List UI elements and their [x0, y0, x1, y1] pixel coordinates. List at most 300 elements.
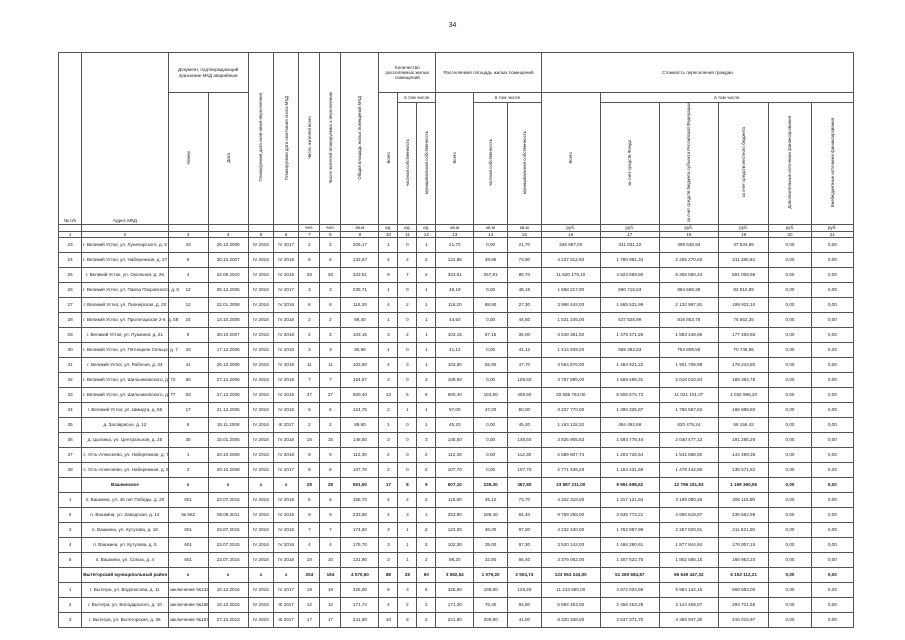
people-count-cell: 6: [299, 402, 320, 417]
row-number-cell: 25: [59, 267, 82, 282]
cost-total-cell: 5 984 453,00: [541, 597, 600, 612]
people-count-cell: 8: [299, 252, 320, 267]
rooms-municipal-cell: 2: [417, 252, 436, 267]
cost-additional-cell: 0,00: [769, 297, 811, 312]
doc-number-cell: 43: [168, 237, 208, 252]
rooms-private-cell: 2: [398, 297, 417, 312]
header-area-rooms: Расселяемая площадь жилых помещений: [436, 53, 541, 93]
rooms-total-cell: 1: [379, 417, 398, 432]
subtotal-row: [59, 477, 854, 492]
unit-cell: руб.: [659, 224, 718, 231]
area-municipal-cell: 27,30: [507, 297, 541, 312]
planned-demolition-cell: IV 2016: [274, 552, 299, 567]
cost-local-cell: 166 888,50: [718, 402, 769, 417]
table-row: [59, 372, 854, 387]
people-count-cell: 3: [299, 342, 320, 357]
header-additional: Дополнительные источники финансирования: [769, 103, 811, 225]
area-municipal-cell: 126,20: [507, 582, 541, 597]
cost-total-cell: 3 379 062,00: [541, 552, 600, 567]
planned-demolition-cell: IV 2016: [274, 402, 299, 417]
cost-total-cell: 23 987 211,00: [541, 477, 600, 492]
people-relocate-cell: 7: [320, 522, 341, 537]
header-count-including: в том числе: [398, 93, 436, 103]
area-private-cell: 239,30: [474, 477, 508, 492]
doc-number-cell: 2: [168, 462, 208, 477]
total-area-cell: 116,20: [341, 297, 379, 312]
planned-relocation-cell: IV 2016: [248, 552, 273, 567]
address-cell: г. Великий Устюг, ул. Окольная, д. 26: [82, 267, 168, 282]
unit-cell: чел.: [299, 224, 320, 231]
doc-number-cell: 33: [168, 342, 208, 357]
cost-fund-cell: 4 672 024,85: [600, 582, 659, 597]
area-municipal-cell: 73,90: [507, 252, 541, 267]
cost-total-cell: 3 337 770,00: [541, 402, 600, 417]
row-number-cell: 2: [59, 507, 82, 522]
rooms-municipal-cell: 5: [417, 582, 436, 597]
doc-date-cell: 21.12.2006: [208, 402, 248, 417]
area-private-cell: 0,00: [474, 462, 508, 477]
rooms-municipal-cell: 1: [417, 327, 436, 342]
planned-demolition-cell: IV 2016: [274, 447, 299, 462]
table-row: [59, 612, 854, 627]
row-number-cell: 34: [59, 402, 82, 417]
rooms-total-cell: 3: [379, 327, 398, 342]
cost-subject-cell: 12 796 151,83: [659, 477, 718, 492]
doc-number-cell: 63: [168, 387, 208, 402]
cost-total-cell: 123 063 244,00: [541, 567, 600, 582]
table-row: [59, 507, 854, 522]
people-count-cell: 8: [299, 297, 320, 312]
address-cell: Вашкинское: [82, 477, 168, 492]
cost-fund-cell: 1 593 778,44: [600, 432, 659, 447]
address-cell: Вытегорский муниципальный район: [82, 567, 168, 582]
area-total-cell: 41,12: [436, 342, 474, 357]
rooms-private-cell: 0: [398, 342, 417, 357]
total-area-cell: 158,70: [341, 492, 379, 507]
table-row: [59, 582, 854, 597]
area-municipal-cell: 87,00: [507, 522, 541, 537]
rooms-total-cell: 9: [379, 267, 398, 282]
rooms-private-cell: 1: [398, 402, 417, 417]
rooms-total-cell: 4: [379, 297, 398, 312]
doc-date-cell: 27.10.2013: [208, 612, 248, 627]
cost-local-cell: 191 295,29: [718, 432, 769, 447]
rooms-private-cell: 2: [398, 252, 417, 267]
cost-additional-cell: 0,00: [769, 357, 811, 372]
cost-local-cell: 6 153 112,21: [718, 567, 769, 582]
rooms-private-cell: 1: [398, 537, 417, 552]
header-planned-demolition: Планируемая дата окончания сноса МКД: [274, 53, 299, 225]
doc-date-cell: 10.12.2016: [208, 582, 248, 597]
rooms-municipal-cell: 2: [417, 447, 436, 462]
rooms-municipal-cell: 2: [417, 612, 436, 627]
address-cell: с. Усть-Алексеево, ул. Набережная, д. 7: [82, 447, 168, 462]
cost-excess-cell: 0,00: [811, 447, 853, 462]
doc-number-cell: 12: [168, 282, 208, 297]
area-private-cell: 0,00: [474, 237, 508, 252]
address-cell: п. Вашкина, ул. Кутузова, д. 18: [82, 522, 168, 537]
area-total-cell: 171,30: [436, 597, 474, 612]
area-total-cell: 253,80: [436, 507, 474, 522]
row-number-cell: 35: [59, 417, 82, 432]
cost-local-cell: 560 683,00: [718, 582, 769, 597]
row-number-cell: 5: [59, 552, 82, 567]
rooms-private-cell: 0: [398, 282, 417, 297]
area-private-cell: 35,00: [474, 537, 508, 552]
rooms-total-cell: 1: [379, 312, 398, 327]
cost-total-cell: 1 414 939,20: [541, 342, 600, 357]
planned-demolition-cell: IV 2016: [274, 492, 299, 507]
address-cell: г. Великий Устюг, ул. Пушкина, д. 21: [82, 327, 168, 342]
total-area-cell: 133,67: [341, 252, 379, 267]
people-count-cell: 9: [299, 507, 320, 522]
planned-demolition-cell: IV 2016: [274, 252, 299, 267]
table-row: [59, 522, 854, 537]
cost-additional-cell: 0,00: [769, 342, 811, 357]
people-count-cell: 12: [299, 597, 320, 612]
area-municipal-cell: 41,12: [507, 342, 541, 357]
table-row: [59, 432, 854, 447]
cost-subject-cell: 620 479,24: [659, 417, 718, 432]
area-municipal-cell: 36,00: [507, 327, 541, 342]
cost-local-cell: 1 199 360,55: [718, 477, 769, 492]
doc-date-cell: 14.10.2008: [208, 312, 248, 327]
cost-additional-cell: 0,00: [769, 312, 811, 327]
unit-cell: руб.: [811, 224, 853, 231]
people-count-cell: 4: [299, 537, 320, 552]
rooms-private-cell: 0: [398, 312, 417, 327]
unit-cell: ед.: [417, 224, 436, 231]
cost-subject-cell: 754 809,55: [659, 342, 718, 357]
area-total-cell: 102,30: [436, 537, 474, 552]
doc-date-cell: x: [208, 477, 248, 492]
planned-relocation-cell: IV 2016: [248, 252, 273, 267]
rooms-municipal-cell: 8: [417, 387, 436, 402]
rooms-private-cell: 3: [398, 507, 417, 522]
area-private-cell: 193,80: [474, 387, 508, 402]
doc-number-cell: x: [168, 567, 208, 582]
people-relocate-cell: 15: [320, 432, 341, 447]
area-private-cell: 36,00: [474, 522, 508, 537]
rooms-private-cell: 0: [398, 447, 417, 462]
planned-relocation-cell: IV 2016: [248, 462, 273, 477]
area-private-cell: 48,96: [474, 252, 508, 267]
rooms-total-cell: 10: [379, 612, 398, 627]
cost-subject-cell: 11 021 101,07: [659, 387, 718, 402]
header-area-including: в том числе: [474, 93, 542, 103]
people-count-cell: 7: [299, 372, 320, 387]
cost-additional-cell: 0,00: [769, 537, 811, 552]
cost-total-cell: 1 163 128,32: [541, 417, 600, 432]
cost-fund-cell: 1 203 728,64: [600, 447, 659, 462]
row-number-cell: 36: [59, 432, 82, 447]
doc-number-cell: заключение №157: [168, 612, 208, 627]
cost-total-cell: 3 825 905,83: [541, 432, 600, 447]
people-count-cell: 2: [299, 417, 320, 432]
doc-date-cell: x: [208, 567, 248, 582]
rooms-total-cell: 2: [379, 462, 398, 477]
cost-additional-cell: 0,00: [769, 507, 811, 522]
planned-relocation-cell: IV 2016: [248, 597, 273, 612]
row-number-cell: 23: [59, 237, 82, 252]
cost-excess-cell: 0,00: [811, 312, 853, 327]
header-subject-budget: за счет средств бюджета субъекта Российской Федерации: [659, 103, 718, 225]
total-area-cell: 89,60: [341, 417, 379, 432]
area-private-cell: 0,00: [474, 312, 508, 327]
unit-cell: руб.: [600, 224, 659, 231]
rooms-private-cell: 28: [398, 567, 417, 582]
rooms-total-cell: 1: [379, 282, 398, 297]
rooms-private-cell: 1: [398, 522, 417, 537]
row-number-cell: 2: [59, 597, 82, 612]
cost-fund-cell: 1 466 290,61: [600, 537, 659, 552]
people-count-cell: 7: [299, 522, 320, 537]
column-number-cell: 12: [417, 231, 436, 237]
planned-demolition-cell: IV 2016: [274, 387, 299, 402]
cost-local-cell: 58 156,42: [718, 417, 769, 432]
table-row: [59, 357, 854, 372]
rooms-private-cell: 0: [398, 417, 417, 432]
cost-additional-cell: 0,00: [769, 582, 811, 597]
cost-excess-cell: 0,00: [811, 492, 853, 507]
address-cell: д. Цыганка, ул. Центральная, д. 25: [82, 432, 168, 447]
rooms-municipal-cell: 1: [417, 237, 436, 252]
address-cell: г. Великий Устюг, ул. Павла Покровского, д. 8: [82, 282, 168, 297]
planned-relocation-cell: IV 2016: [248, 387, 273, 402]
cost-subject-cell: 2 040 477,13: [659, 432, 718, 447]
people-relocate-cell: 12: [320, 597, 341, 612]
table-row: [59, 327, 854, 342]
area-private-cell: 76,40: [474, 597, 508, 612]
doc-number-cell: 4: [168, 267, 208, 282]
doc-date-cell: 10.12.2016: [208, 597, 248, 612]
total-area-cell: 241,80: [341, 612, 379, 627]
area-private-cell: 0,00: [474, 417, 508, 432]
column-number-cell: 15: [507, 231, 541, 237]
row-number-cell: 30: [59, 342, 82, 357]
cost-subject-cell: 1 541 588,92: [659, 447, 718, 462]
total-area-cell: 326,90: [341, 582, 379, 597]
planned-relocation-cell: x: [248, 567, 273, 582]
cost-excess-cell: 0,00: [811, 552, 853, 567]
column-number-cell: 20: [769, 231, 811, 237]
table-row: [59, 537, 854, 552]
area-private-cell: 199,80: [474, 582, 508, 597]
table-row: [59, 417, 854, 432]
people-relocate-cell: 194: [320, 567, 341, 582]
cost-total-cell: 4 232 430,00: [541, 522, 600, 537]
people-relocate-cell: 11: [320, 357, 341, 372]
area-private-cell: 55,90: [474, 357, 508, 372]
cost-local-cell: 82 910,89: [718, 282, 769, 297]
rooms-municipal-cell: 1: [417, 357, 436, 372]
cost-fund-cell: 1 390 325,87: [600, 402, 659, 417]
area-municipal-cell: 45,20: [507, 417, 541, 432]
cost-total-cell: 4 237 612,60: [541, 252, 600, 267]
cost-local-cell: 168 953,10: [718, 552, 769, 567]
header-cost-group: Стоимость переселения граждан: [541, 53, 853, 93]
units-row: [59, 224, 854, 231]
rooms-municipal-cell: 1: [417, 342, 436, 357]
rooms-total-cell: 13: [379, 387, 398, 402]
cost-additional-cell: 0,00: [769, 252, 811, 267]
column-number-cell: 14: [474, 231, 508, 237]
rooms-total-cell: 4: [379, 357, 398, 372]
header-area-municipal: муниципальная собственность: [507, 103, 541, 225]
cost-additional-cell: 0,00: [769, 462, 811, 477]
area-total-cell: 112,30: [436, 447, 474, 462]
rooms-total-cell: 3: [379, 432, 398, 447]
planned-demolition-cell: IV 2016: [274, 507, 299, 522]
planned-relocation-cell: IV 2016: [248, 507, 273, 522]
cost-total-cell: 8 320 338,00: [541, 612, 600, 627]
cost-excess-cell: 0,00: [811, 582, 853, 597]
rooms-municipal-cell: 1: [417, 282, 436, 297]
unit-cell: [82, 224, 168, 231]
cost-total-cell: 3 564 876,00: [541, 357, 600, 372]
column-number-cell: 10: [379, 231, 398, 237]
doc-date-cell: 26.12.2006: [208, 237, 248, 252]
cost-total-cell: 1 531 245,00: [541, 312, 600, 327]
cost-excess-cell: 0,00: [811, 252, 853, 267]
unit-cell: [208, 224, 248, 231]
rooms-total-cell: 8: [379, 582, 398, 597]
people-relocate-cell: 8: [320, 252, 341, 267]
doc-number-cell: 17: [168, 402, 208, 417]
people-count-cell: 17: [299, 612, 320, 627]
doc-date-cell: 20.10.2008: [208, 462, 248, 477]
cost-fund-cell: 1 484 921,22: [600, 357, 659, 372]
doc-number-cell: 601: [168, 492, 208, 507]
header-cost-total: Всего: [541, 93, 600, 225]
rooms-municipal-cell: 2: [417, 537, 436, 552]
unit-cell: руб.: [541, 224, 600, 231]
planned-demolition-cell: III 2017: [274, 612, 299, 627]
row-number-cell: [59, 567, 82, 582]
cost-additional-cell: 0,00: [769, 267, 811, 282]
area-private-cell: 0,00: [474, 372, 508, 387]
cost-total-cell: 1 658 217,90: [541, 282, 600, 297]
rooms-municipal-cell: 1: [417, 417, 436, 432]
planned-demolition-cell: IV 2016: [274, 297, 299, 312]
column-number-cell: 17: [600, 231, 659, 237]
area-municipal-cell: 148,50: [507, 432, 541, 447]
rooms-municipal-cell: 2: [417, 462, 436, 477]
doc-number-cell: x: [168, 477, 208, 492]
cost-fund-cell: 1 762 987,99: [600, 522, 659, 537]
row-number-cell: 31: [59, 357, 82, 372]
area-municipal-cell: 107,70: [507, 462, 541, 477]
area-municipal-cell: 94,80: [507, 597, 541, 612]
address-cell: г. Вытегра, ул. Вытегорская, д. 36: [82, 612, 168, 627]
cost-fund-cell: 1 154 431,66: [600, 462, 659, 477]
cost-local-cell: 177 469,58: [718, 327, 769, 342]
planned-relocation-cell: IV 2016: [248, 372, 273, 387]
total-area-cell: 4 570,50: [341, 567, 379, 582]
cost-excess-cell: 0,00: [811, 267, 853, 282]
unit-cell: кв.м: [507, 224, 541, 231]
cost-subject-cell: 884 588,38: [659, 282, 718, 297]
table-row: [59, 597, 854, 612]
cost-subject-cell: 1 901 706,98: [659, 357, 718, 372]
row-number-cell: 29: [59, 327, 82, 342]
planned-relocation-cell: IV 2016: [248, 537, 273, 552]
unit-cell: [274, 224, 299, 231]
doc-date-cell: 26.12.2006: [208, 357, 248, 372]
cost-fund-cell: 1 407 522,75: [600, 552, 659, 567]
table-row: [59, 252, 854, 267]
rooms-total-cell: 17: [379, 477, 398, 492]
doc-date-cell: 23.07.2015: [208, 537, 248, 552]
cost-fund-cell: 9 991 698,62: [600, 477, 659, 492]
cost-additional-cell: 0,00: [769, 612, 811, 627]
doc-number-cell: заключение №133: [168, 582, 208, 597]
cost-excess-cell: 0,00: [811, 282, 853, 297]
cost-local-cell: 211 621,50: [718, 522, 769, 537]
row-number-cell: 27: [59, 297, 82, 312]
people-relocate-cell: 37: [320, 387, 341, 402]
planned-demolition-cell: IV 2017: [274, 582, 299, 597]
people-count-cell: 2: [299, 312, 320, 327]
area-municipal-cell: 21,70: [507, 237, 541, 252]
cost-total-cell: 11 213 660,00: [541, 582, 600, 597]
cost-local-cell: 178 243,80: [718, 357, 769, 372]
cost-additional-cell: 0,00: [769, 552, 811, 567]
column-number-cell: 16: [541, 231, 600, 237]
area-total-cell: 97,00: [436, 402, 474, 417]
doc-number-cell: 1: [168, 447, 208, 462]
people-relocate-cell: 4: [320, 537, 341, 552]
header-count-private: частная собственность: [398, 103, 417, 225]
subtotal-row: [59, 567, 854, 582]
cost-excess-cell: 0,00: [811, 372, 853, 387]
address-cell: п. Вашкина, ул. Союза, д. 4: [82, 552, 168, 567]
address-cell: г. Великий Устюг, ул. Пролетарская 2-я, д. 58: [82, 312, 168, 327]
doc-date-cell: 06.12.2006: [208, 282, 248, 297]
area-private-cell: 200,80: [474, 612, 508, 627]
rooms-municipal-cell: 3: [417, 432, 436, 447]
planned-demolition-cell: IV 2016: [274, 537, 299, 552]
column-number-cell: 13: [436, 231, 474, 237]
unit-cell: руб.: [769, 224, 811, 231]
rooms-total-cell: 1: [379, 237, 398, 252]
people-relocate-cell: 7: [320, 372, 341, 387]
address-cell: п. Вашкина, ул. Кутузова, д. 5: [82, 537, 168, 552]
address-cell: д. Засаврасье, д. 12: [82, 417, 168, 432]
doc-number-cell: 24: [168, 312, 208, 327]
area-municipal-cell: 73,70: [507, 492, 541, 507]
rooms-private-cell: 2: [398, 492, 417, 507]
rooms-total-cell: 4: [379, 507, 398, 522]
area-private-cell: 0,00: [474, 282, 508, 297]
area-municipal-cell: 2 504,74: [507, 567, 541, 582]
unit-cell: чел.: [320, 224, 341, 231]
area-total-cell: 45,20: [436, 417, 474, 432]
area-private-cell: 67,15: [474, 327, 508, 342]
table-row: [59, 282, 854, 297]
planned-demolition-cell: IV 2017: [274, 282, 299, 297]
area-municipal-cell: 65,40: [507, 552, 541, 567]
rooms-municipal-cell: 2: [417, 552, 436, 567]
cost-additional-cell: 0,00: [769, 522, 811, 537]
row-number-cell: [59, 477, 82, 492]
area-total-cell: 103,15: [436, 327, 474, 342]
area-total-cell: 122,86: [436, 252, 474, 267]
cost-subject-cell: 6 305 560,24: [659, 267, 718, 282]
cost-total-cell: 3 549 391,50: [541, 327, 600, 342]
column-number-cell: 2: [82, 231, 168, 237]
doc-number-cell: 60: [168, 372, 208, 387]
